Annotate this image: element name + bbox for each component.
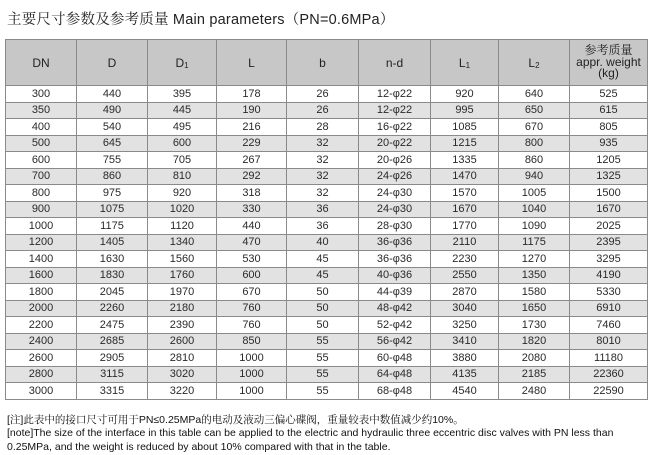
table-cell: 28 [287, 119, 359, 136]
table-cell: 1800 [6, 284, 77, 301]
table-cell: 760 [217, 300, 287, 317]
table-cell: 440 [77, 86, 148, 103]
table-row [6, 168, 648, 185]
note-en: [note]The size of the interface in this table can be applied to the electric and hydraulic three eccentric disc valves with PN less than 0.25MPa, and the weight is reduced by about 10% compared with that in the table. [7, 427, 614, 453]
table-cell: 935 [570, 135, 648, 152]
table-cell: 267 [217, 152, 287, 169]
table-cell: 1200 [6, 234, 77, 251]
table-cell: 5330 [570, 284, 648, 301]
table-cell: 16-φ22 [359, 119, 431, 136]
column-header-dn: DN [6, 40, 77, 86]
table-cell: 52-φ42 [359, 317, 431, 334]
table-cell: 24-φ30 [359, 185, 431, 202]
table-cell: 1760 [148, 267, 217, 284]
table-cell: 44-φ39 [359, 284, 431, 301]
table-row [6, 284, 648, 301]
table-cell: 50 [287, 284, 359, 301]
table-cell: 64-φ48 [359, 366, 431, 383]
table-row [6, 218, 648, 235]
table-cell: 1085 [431, 119, 499, 136]
table-cell: 36-φ36 [359, 251, 431, 268]
table-cell: 670 [217, 284, 287, 301]
table-cell: 1040 [499, 201, 570, 218]
table-cell: 2180 [148, 300, 217, 317]
table-row [6, 300, 648, 317]
table-cell: 1000 [217, 383, 287, 400]
table-row [6, 119, 648, 136]
table-cell: 1820 [499, 333, 570, 350]
column-header-weight [570, 40, 648, 86]
table-cell: 800 [499, 135, 570, 152]
table-cell: 3000 [6, 383, 77, 400]
table-row [6, 152, 648, 169]
table-cell: 3315 [77, 383, 148, 400]
table-cell: 525 [570, 86, 648, 103]
table-cell: 810 [148, 168, 217, 185]
page-title: 主要尺寸参数及参考质量 Main parameters（PN=0.6MPa） [7, 12, 395, 28]
table-cell: 1730 [499, 317, 570, 334]
table-cell: 300 [6, 86, 77, 103]
table-cell: 8010 [570, 333, 648, 350]
table-cell: 600 [148, 135, 217, 152]
table-cell: 2905 [77, 350, 148, 367]
table-cell: 490 [77, 102, 148, 119]
table-cell: 500 [6, 135, 77, 152]
table-cell: 330 [217, 201, 287, 218]
table-cell: 2025 [570, 218, 648, 235]
table-cell: 3295 [570, 251, 648, 268]
table-cell: 920 [431, 86, 499, 103]
table-cell: 1005 [499, 185, 570, 202]
table-cell: 495 [148, 119, 217, 136]
table-cell: 40-φ36 [359, 267, 431, 284]
table-cell: 24-φ30 [359, 201, 431, 218]
table-cell: 2400 [6, 333, 77, 350]
table-cell: 1325 [570, 168, 648, 185]
footnotes [7, 414, 649, 455]
weight-header-cn: 参考质量 [584, 43, 633, 58]
table-cell: 1075 [77, 201, 148, 218]
table-cell: 3220 [148, 383, 217, 400]
table-cell: 1020 [148, 201, 217, 218]
table-cell: 12-φ22 [359, 86, 431, 103]
table-row [6, 267, 648, 284]
table-cell: 860 [499, 152, 570, 169]
table-cell: 36 [287, 218, 359, 235]
table-cell: 1350 [499, 267, 570, 284]
table-row [6, 333, 648, 350]
column-header-d: D [77, 40, 148, 86]
table-cell: 22590 [570, 383, 648, 400]
table-cell: 1090 [499, 218, 570, 235]
table-cell: 975 [77, 185, 148, 202]
table-cell: 60-φ48 [359, 350, 431, 367]
table-cell: 2000 [6, 300, 77, 317]
table-cell: 650 [499, 102, 570, 119]
table-cell: 2080 [499, 350, 570, 367]
table-cell: 900 [6, 201, 77, 218]
table-row [6, 366, 648, 383]
table-cell: 4540 [431, 383, 499, 400]
table-cell: 50 [287, 317, 359, 334]
table-cell: 445 [148, 102, 217, 119]
parameters-table [5, 39, 648, 400]
table-row [6, 317, 648, 334]
table-cell: 1000 [6, 218, 77, 235]
column-header-l2: $L_2$ [499, 40, 570, 86]
table-cell: 1000 [217, 366, 287, 383]
table-cell: 32 [287, 185, 359, 202]
table-cell: 1970 [148, 284, 217, 301]
table-cell: 3020 [148, 366, 217, 383]
table-cell: 1580 [499, 284, 570, 301]
table-cell: 1650 [499, 300, 570, 317]
table-cell: 1830 [77, 267, 148, 284]
table-row [6, 234, 648, 251]
table-cell: 24-φ26 [359, 168, 431, 185]
table-cell: 68-φ48 [359, 383, 431, 400]
table-cell: 50 [287, 300, 359, 317]
table-cell: 1335 [431, 152, 499, 169]
table-cell: 3250 [431, 317, 499, 334]
table-cell: 45 [287, 251, 359, 268]
table-row [6, 185, 648, 202]
table-cell: 470 [217, 234, 287, 251]
table-cell: 640 [499, 86, 570, 103]
table-cell: 2475 [77, 317, 148, 334]
table-cell: 1770 [431, 218, 499, 235]
table-row [6, 383, 648, 400]
table-cell: 28-φ30 [359, 218, 431, 235]
table-cell: 1630 [77, 251, 148, 268]
table-cell: 26 [287, 86, 359, 103]
table-cell: 1670 [570, 201, 648, 218]
table-cell: 55 [287, 366, 359, 383]
table-cell: 920 [148, 185, 217, 202]
table-row [6, 251, 648, 268]
column-header-d1: $D_1$ [148, 40, 217, 86]
table-cell: 1470 [431, 168, 499, 185]
table-cell: 2600 [6, 350, 77, 367]
column-header-nd: n-d [359, 40, 431, 86]
table-cell: 2395 [570, 234, 648, 251]
table-cell: 1175 [77, 218, 148, 235]
table-cell: 760 [217, 317, 287, 334]
table-cell: 45 [287, 267, 359, 284]
table-cell: 3040 [431, 300, 499, 317]
table-cell: 800 [6, 185, 77, 202]
table-cell: 860 [77, 168, 148, 185]
table-row [6, 350, 648, 367]
table-cell: 4135 [431, 366, 499, 383]
table-cell: 32 [287, 168, 359, 185]
table-cell: 540 [77, 119, 148, 136]
column-header-l1: $L_1$ [431, 40, 499, 86]
table-cell: 36 [287, 201, 359, 218]
table-cell: 530 [217, 251, 287, 268]
table-cell: 2480 [499, 383, 570, 400]
table-cell: 2230 [431, 251, 499, 268]
note-cn: [注]此表中的接口尺寸可用于PN≤0.25MPa的电动及液动三偏心碟阀，重量较表中数值减少约10%。 [7, 413, 464, 426]
table-cell: 2390 [148, 317, 217, 334]
table-row [6, 102, 648, 119]
table-cell: 3410 [431, 333, 499, 350]
table-cell: 1205 [570, 152, 648, 169]
table-cell: 1120 [148, 218, 217, 235]
table-cell: 940 [499, 168, 570, 185]
weight-header-en: appr. weight [576, 54, 641, 69]
table-cell: 2810 [148, 350, 217, 367]
table-row [6, 201, 648, 218]
table-cell: 190 [217, 102, 287, 119]
table-cell: 600 [6, 152, 77, 169]
table-cell: 1340 [148, 234, 217, 251]
table-cell: 32 [287, 135, 359, 152]
table-row [6, 86, 648, 103]
table-cell: 2200 [6, 317, 77, 334]
table-cell: 755 [77, 152, 148, 169]
table-cell: 55 [287, 333, 359, 350]
table-cell: 440 [217, 218, 287, 235]
table-cell: 600 [217, 267, 287, 284]
table-cell: 55 [287, 383, 359, 400]
table-cell: 615 [570, 102, 648, 119]
table-cell: 20-φ26 [359, 152, 431, 169]
table-cell: 22360 [570, 366, 648, 383]
table-cell: 1600 [6, 267, 77, 284]
table-cell: 1560 [148, 251, 217, 268]
table-cell: 350 [6, 102, 77, 119]
table-cell: 2685 [77, 333, 148, 350]
table-cell: 1400 [6, 251, 77, 268]
table-cell: 292 [217, 168, 287, 185]
table-cell: 11180 [570, 350, 648, 367]
table-cell: 2800 [6, 366, 77, 383]
table-cell: 2600 [148, 333, 217, 350]
table-cell: 56-φ42 [359, 333, 431, 350]
column-header-b: b [287, 40, 359, 86]
table-cell: 1270 [499, 251, 570, 268]
table-cell: 400 [6, 119, 77, 136]
table-cell: 55 [287, 350, 359, 367]
table-cell: 705 [148, 152, 217, 169]
table-cell: 1175 [499, 234, 570, 251]
table-cell: 2185 [499, 366, 570, 383]
table-cell: 7460 [570, 317, 648, 334]
table-body [6, 86, 648, 400]
table-cell: 805 [570, 119, 648, 136]
table-header-row [6, 40, 648, 86]
table-cell: 995 [431, 102, 499, 119]
table-cell: 36-φ36 [359, 234, 431, 251]
table-cell: 229 [217, 135, 287, 152]
table-cell: 4190 [570, 267, 648, 284]
table-cell: 1215 [431, 135, 499, 152]
table-cell: 178 [217, 86, 287, 103]
table-cell: 2110 [431, 234, 499, 251]
table-cell: 48-φ42 [359, 300, 431, 317]
table-cell: 1000 [217, 350, 287, 367]
table-row [6, 135, 648, 152]
table-cell: 3115 [77, 366, 148, 383]
column-header-l: L [217, 40, 287, 86]
table-cell: 850 [217, 333, 287, 350]
table-cell: 670 [499, 119, 570, 136]
table-cell: 2260 [77, 300, 148, 317]
table-cell: 2870 [431, 284, 499, 301]
table-cell: 6910 [570, 300, 648, 317]
table-cell: 32 [287, 152, 359, 169]
table-cell: 645 [77, 135, 148, 152]
table-cell: 26 [287, 102, 359, 119]
table-cell: 1670 [431, 201, 499, 218]
table-cell: 3880 [431, 350, 499, 367]
weight-header-unit: (kg) [598, 66, 619, 81]
table-cell: 1500 [570, 185, 648, 202]
table-cell: 1405 [77, 234, 148, 251]
table-cell: 1570 [431, 185, 499, 202]
table-cell: 700 [6, 168, 77, 185]
table-cell: 40 [287, 234, 359, 251]
table-cell: 395 [148, 86, 217, 103]
table-cell: 20-φ22 [359, 135, 431, 152]
table-cell: 12-φ22 [359, 102, 431, 119]
table-cell: 216 [217, 119, 287, 136]
table-cell: 318 [217, 185, 287, 202]
table-cell: 2550 [431, 267, 499, 284]
table-cell: 2045 [77, 284, 148, 301]
